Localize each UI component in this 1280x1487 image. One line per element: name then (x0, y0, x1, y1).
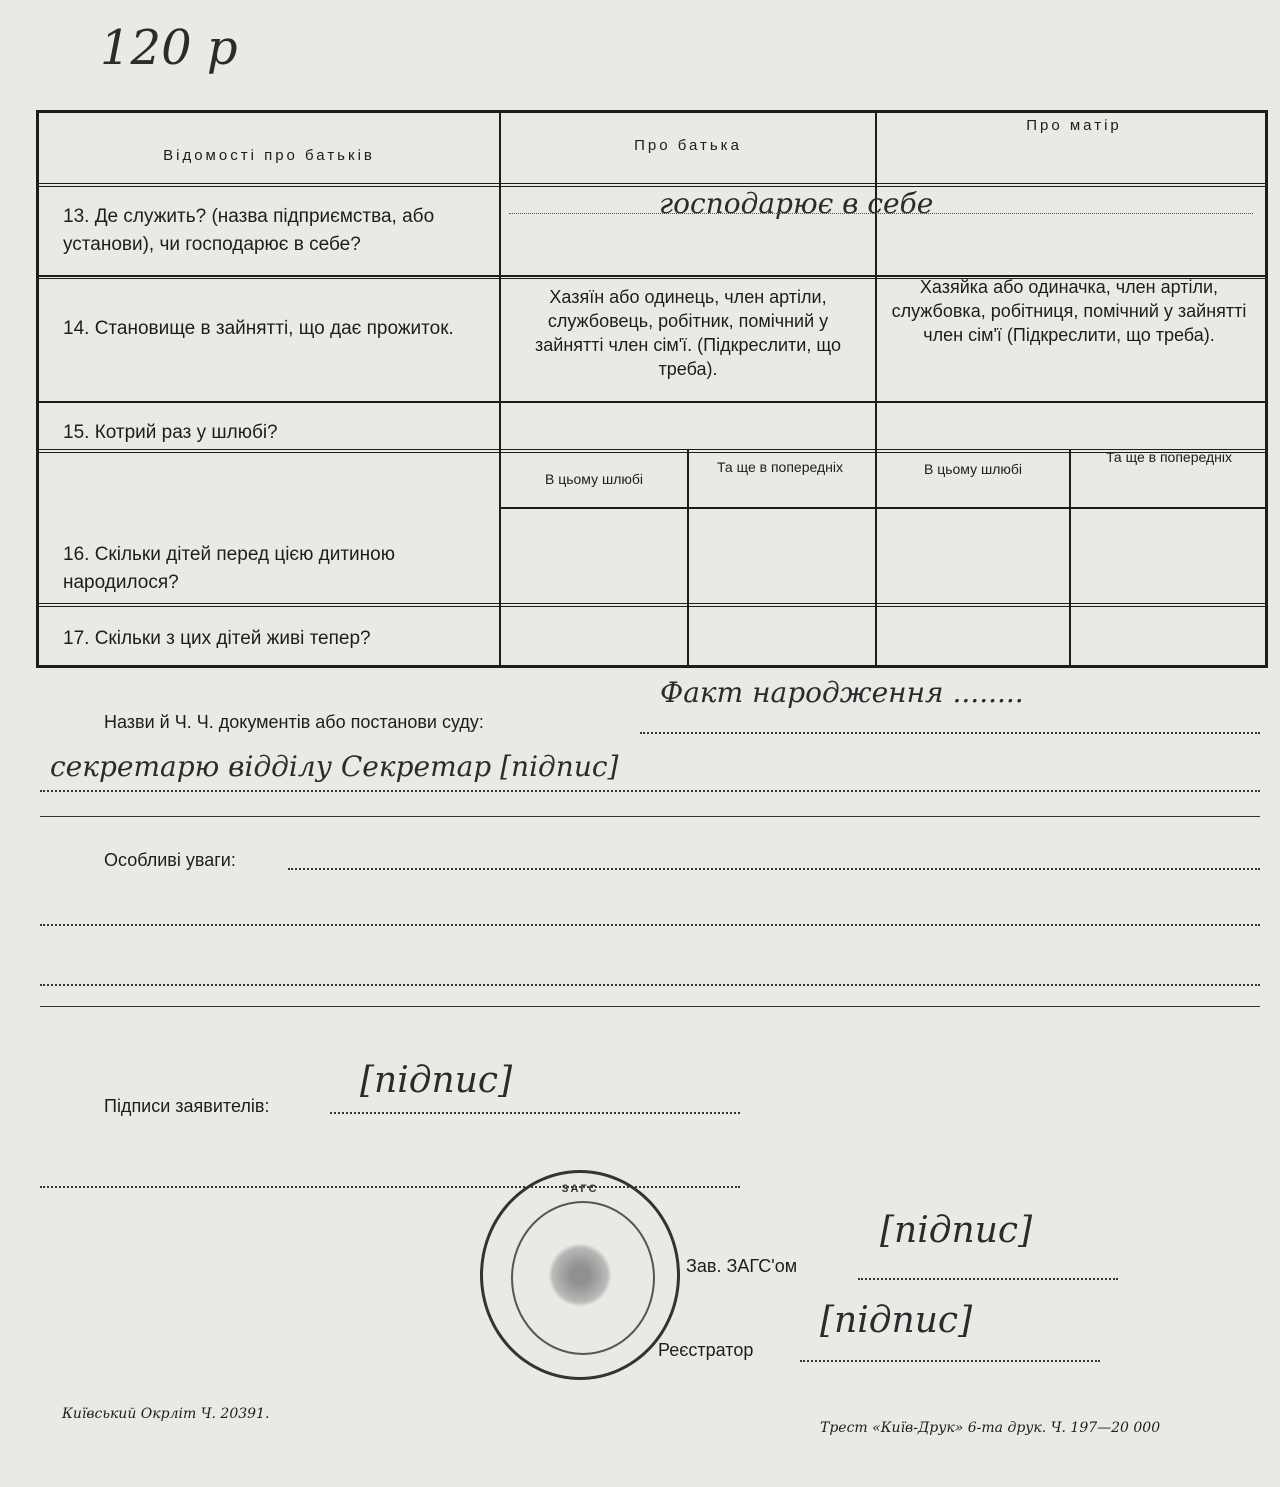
header-about-father: Про батька (634, 137, 742, 154)
corner-note: 120 р (100, 20, 238, 76)
header-parents-info: Відомості про батьків (163, 147, 375, 164)
footer-publisher: Київський Окрліт Ч. 20391. (62, 1406, 270, 1422)
row-16-question: 16. Скільки дітей перед цією дитиною народилося? (63, 544, 395, 593)
mother-previous-header: Та ще в попередніх (1106, 449, 1232, 465)
mother-this-marriage-header: В цьому шлюбі (923, 461, 1023, 477)
head-zags-signature: [підпис] (880, 1210, 1033, 1251)
row-14-question: 14. Становище в зайнятті, що дає прожиток. (63, 318, 454, 339)
row-14-mother-options: Хазяйка або одиначка, член артіли, службовка, робітниця, помічний у зайнятті член сім'ї (Підкреслити, що треба). (891, 277, 1247, 345)
row-15-question: 15. Котрий раз у шлюбі? (63, 422, 278, 443)
father-previous-header: Та ще в попередніх (717, 459, 843, 475)
stamp-text: ЗАГС (561, 1183, 599, 1195)
coat-of-arms-icon (548, 1243, 612, 1307)
row-17-question: 17. Скільки з цих дітей живі тепер? (63, 628, 371, 649)
parents-info-table (36, 110, 1268, 668)
official-stamp (480, 1170, 680, 1380)
applicant-signature: [підпис] (360, 1060, 513, 1101)
documents-handwriting-line-2: секретарю відділу Секретар [підпис] (50, 750, 619, 783)
special-notes-label: Особливі уваги: (104, 850, 236, 870)
header-about-mother: Про матір (1026, 117, 1122, 134)
registrar-signature: [підпис] (820, 1300, 973, 1341)
row-13-father-answer: господарює в себе (659, 187, 934, 220)
head-zags-label: Зав. ЗАГС'ом (686, 1256, 798, 1276)
applicants-signatures-label: Підписи заявителів: (104, 1096, 270, 1116)
row-14-father-options: Хазяїн або одинець, член артіли, службовець, робітник, помічний у зайнятті член сім'ї. (Підкреслити, що треба). (535, 287, 841, 379)
registrar-label: Реєстратор (658, 1340, 754, 1360)
documents-label: Назви й Ч. Ч. документів або постанови суду: (104, 712, 484, 732)
documents-handwriting-line-1: Факт народження ........ (660, 676, 1024, 709)
row-13-question: 13. Де служить? (назва підприємства, або установи), чи господарює в себе? (63, 206, 435, 255)
footer-printer: Трест «Київ-Друк» 6-та друк. Ч. 197—20 000 (820, 1420, 1161, 1436)
father-this-marriage-header: В цьому шлюбі (544, 471, 644, 487)
